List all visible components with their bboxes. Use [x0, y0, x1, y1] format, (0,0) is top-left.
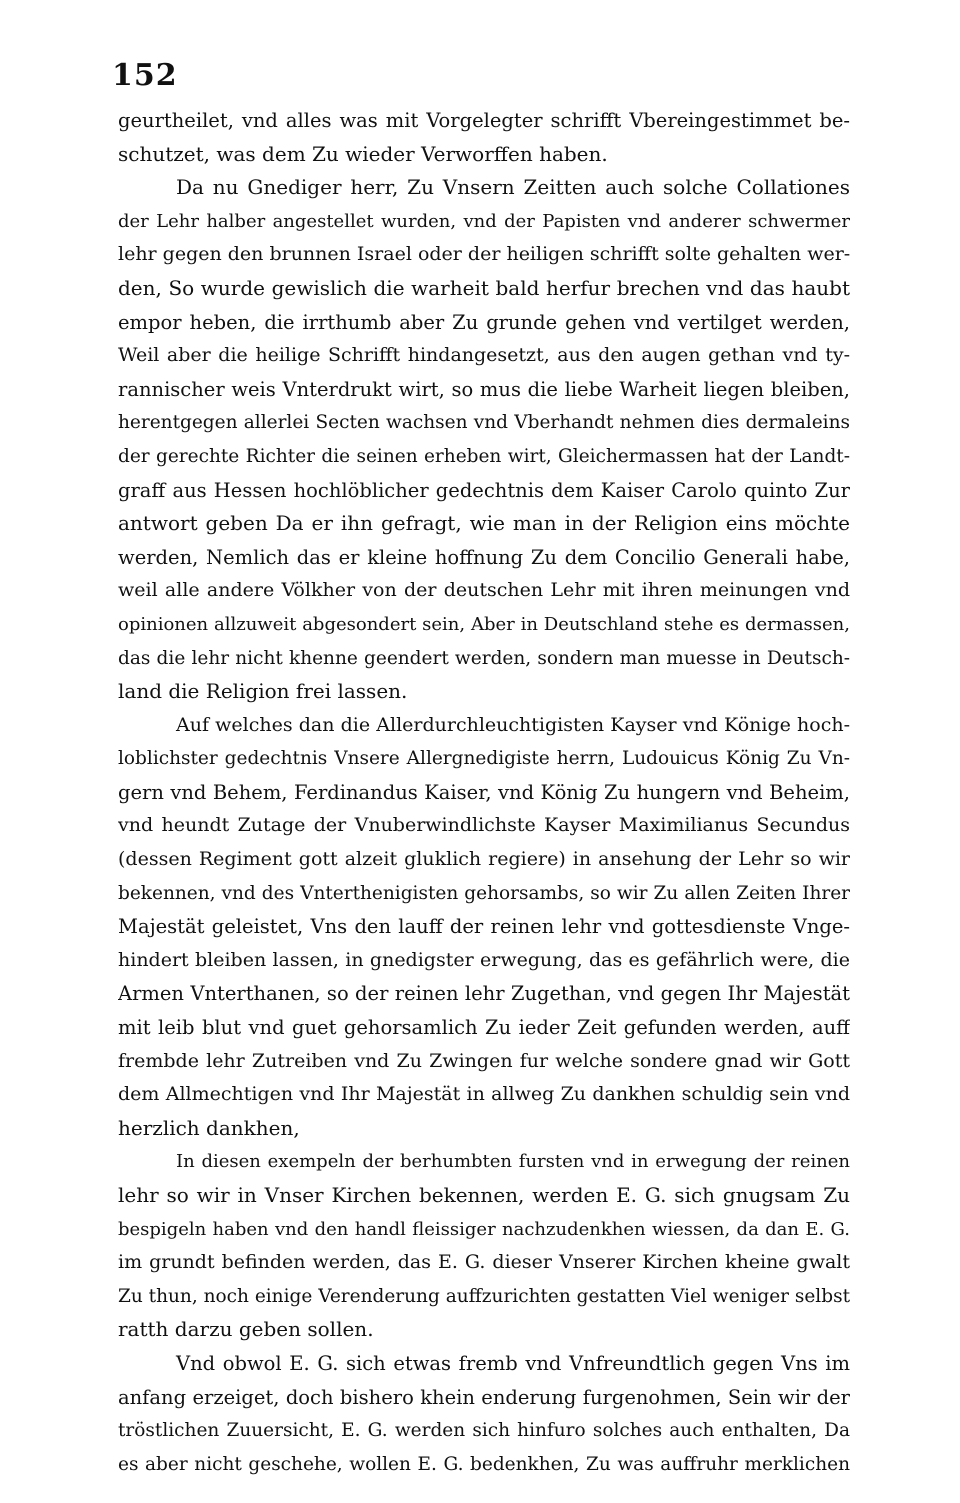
text-line: das die lehr nicht khenne geendert werden, sondern man muesse in Deutsch- [118, 647, 850, 669]
text-line: lehr so wir in Vnser Kirchen bekennen, werden E. G. sich gnugsam Zu [118, 1183, 850, 1207]
text-line: Armen Vnterthanen, so der reinen lehr Zugethan, vnd gegen Ihr Majestät [118, 982, 850, 1006]
body-text [118, 104, 850, 1481]
text-line: vnd heundt Zutage der Vnuberwindlichste Kayser Maximilianus Secundus [118, 814, 850, 837]
text-line: rannischer weis Vnterdrukt wirt, so mus die liebe Warheit liegen bleiben, [118, 377, 850, 401]
text-line: land die Religion frei lassen. [118, 679, 408, 704]
text-line: schutzet, was dem Zu wieder Verworffen haben. [118, 141, 608, 166]
text-line: In diesen exempeln der berhumbten fursten vnd in erwegung der reinen [176, 1151, 850, 1173]
text-line: graff aus Hessen hochlöblicher gedechtnis dem Kaiser Carolo quinto Zur [118, 478, 850, 502]
text-line: dem Allmechtigen vnd Ihr Majestät in allweg Zu dankhen schuldig sein vnd [118, 1083, 850, 1106]
text-line: Zu thun, noch einige Verenderung auffzurichten gestatten Viel weniger selbst [118, 1285, 850, 1307]
page-number: 152 [112, 58, 178, 93]
text-line: mit leib blut vnd guet gehorsamlich Zu ieder Zeit gefunden werden, auff [118, 1016, 850, 1040]
text-line: Da nu Gnediger herr, Zu Vnsern Zeitten auch solche Collationes [176, 175, 850, 200]
text-line: bekennen, vnd des Vnterthenigisten gehorsambs, so wir Zu allen Zeiten Ihrer [118, 882, 850, 904]
text-line: Majestät geleistet, Vns den lauff der reinen lehr vnd gottesdienste Vnge- [118, 915, 850, 939]
text-line: antwort geben Da er ihn gefragt, wie man in der Religion eins möchte [118, 511, 850, 536]
text-line: empor heben, die irrthumb aber Zu grunde gehen vnd vertilget werden, [118, 310, 850, 334]
text-line: der gerechte Richter die seinen erheben wirt, Gleichermassen hat der Landt- [118, 445, 850, 467]
text-line: bespigeln haben vnd den handl fleissiger nachzudenkhen wiessen, da dan E. G. [118, 1218, 850, 1240]
text-line: anfang erzeiget, doch bishero khein enderung furgenohmen, Sein wir der [118, 1385, 850, 1409]
text-line: den, So wurde gewislich die warheit bald herfur brechen vnd das haubt [118, 275, 850, 300]
text-line: ratth darzu geben sollen. [118, 1317, 374, 1342]
text-line: weil alle andere Völkher von der deutschen Lehr mit ihren meinungen vnd [118, 579, 850, 602]
text-line: loblichster gedechtnis Vnsere Allergnedigiste herrn, Ludouicus König Zu Vn- [118, 748, 850, 770]
text-line: der Lehr halber angestellet wurden, vnd der Papisten vnd anderer schwermer [118, 210, 850, 232]
text-line: hindert bleiben lassen, in gnedigster erwegung, das es gefährlich were, die [118, 948, 850, 971]
text-line: geurtheilet, vnd alles was mit Vorgelegter schrifft Vbereingestimmet be- [118, 109, 850, 132]
text-line: werden, Nemlich das er kleine hoffnung Zu dem Concilio Generali habe, [118, 545, 850, 569]
text-line: tröstlichen Zuuersicht, E. G. werden sich hinfuro solches auch enthalten, Da [118, 1420, 850, 1442]
text-line: im grundt befinden werden, das E. G. dieser Vnserer Kirchen kheine gwalt [118, 1251, 850, 1274]
text-line: lehr gegen den brunnen Israel oder der heiligen schrifft solte gehalten wer- [118, 243, 850, 266]
text-line: gern vnd Behem, Ferdinandus Kaiser, vnd König Zu hungern vnd Beheim, [118, 780, 850, 804]
text-line: herentgegen allerlei Secten wachsen vnd Vberhandt nehmen dies dermaleins [118, 412, 850, 434]
text-line: opinionen allzuweit abgesondert sein, Aber in Deutschland stehe es dermassen, [118, 613, 850, 635]
text-line: (dessen Regiment gott alzeit gluklich regiere) in ansehung der Lehr so wir [118, 848, 850, 871]
text-line: es aber nicht geschehe, wollen E. G. bedenkhen, Zu was auffruhr merklichen [118, 1453, 850, 1475]
text-line: Weil aber die heilige Schrifft hindangesetzt, aus den augen gethan vnd ty- [118, 344, 850, 367]
text-line: frembde lehr Zutreiben vnd Zu Zwingen fur welche sondere gnad wir Gott [118, 1049, 850, 1072]
text-line: herzlich dankhen, [118, 1115, 300, 1140]
text-line: Auf welches dan die Allerdurchleuchtigisten Kayser vnd Könige hoch- [176, 713, 850, 736]
text-line: Vnd obwol E. G. sich etwas fremb vnd Vnfreundtlich gegen Vns im [176, 1351, 850, 1375]
